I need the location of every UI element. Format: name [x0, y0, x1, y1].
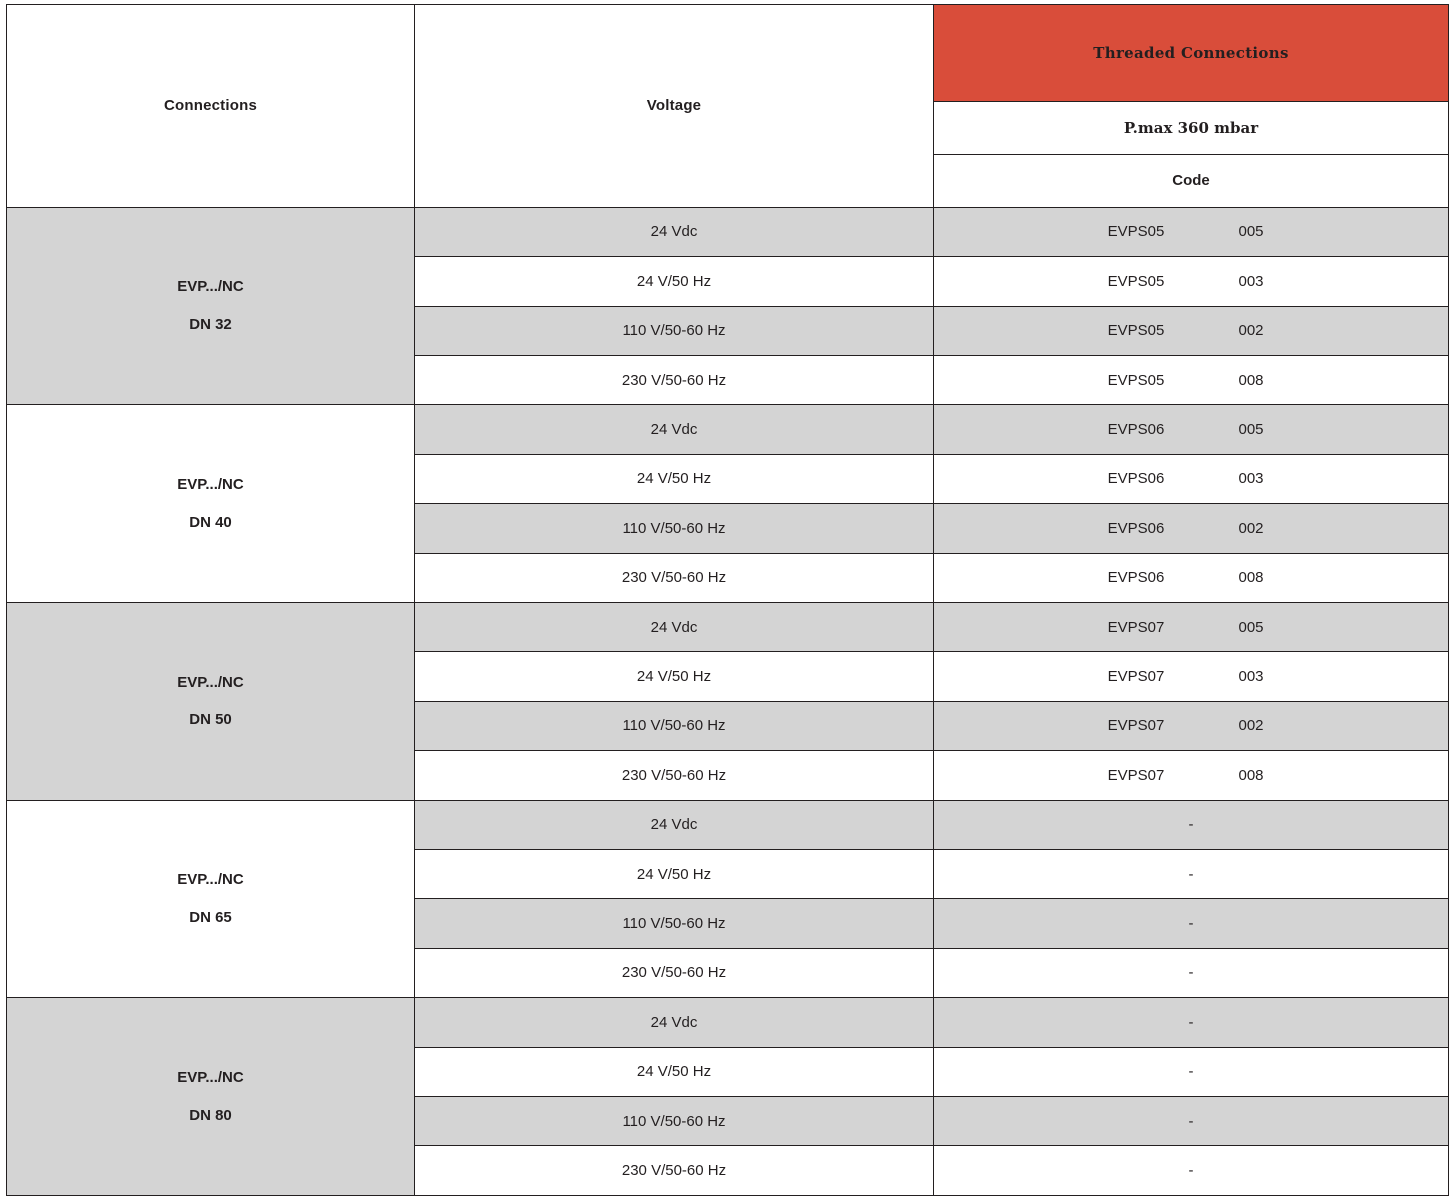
- connection-cell-5: [7, 998, 415, 1196]
- code-suffix: 002: [1238, 322, 1264, 340]
- code-prefix: EVPS07: [1107, 717, 1165, 735]
- connection-size: DN 40: [189, 513, 232, 531]
- connection-size: DN 50: [189, 711, 232, 729]
- connection-cell-2: [7, 405, 415, 603]
- code-cell: [934, 652, 1449, 701]
- code-prefix: EVPS05: [1107, 371, 1165, 389]
- code-unavailable: -: [1188, 964, 1194, 982]
- voltage-cell: 24 Vdc: [415, 405, 934, 454]
- code-cell: [934, 306, 1449, 355]
- table-row: [7, 207, 1449, 256]
- code-cell: [934, 504, 1449, 553]
- code-cell: [934, 948, 1449, 997]
- code-inner: [934, 668, 1448, 685]
- code-unavailable: -: [1188, 865, 1194, 883]
- header-code: Code: [934, 155, 1449, 208]
- code-cell: [934, 849, 1449, 898]
- code-suffix: 002: [1238, 519, 1264, 537]
- code-prefix: EVPS05: [1107, 223, 1165, 241]
- code-inner: [934, 569, 1448, 586]
- code-inner: [934, 470, 1448, 487]
- voltage-cell: 230 V/50-60 Hz: [415, 1146, 934, 1196]
- connection-model: EVP.../NC: [177, 673, 244, 691]
- code-suffix: 002: [1238, 717, 1264, 735]
- voltage-cell: 24 V/50 Hz: [415, 1047, 934, 1096]
- voltage-cell: 230 V/50-60 Hz: [415, 751, 934, 800]
- code-suffix: 008: [1238, 569, 1264, 587]
- code-unavailable: -: [1188, 915, 1194, 933]
- code-suffix: 003: [1238, 470, 1264, 488]
- code-suffix: 005: [1238, 421, 1264, 439]
- connection-model: EVP.../NC: [177, 871, 244, 889]
- code-inner: [934, 717, 1448, 734]
- voltage-cell: 24 Vdc: [415, 998, 934, 1047]
- table-row: [7, 405, 1449, 454]
- code-inner: [934, 619, 1448, 636]
- code-cell: [934, 899, 1449, 948]
- connection-model: EVP.../NC: [177, 475, 244, 493]
- code-prefix: EVPS07: [1107, 668, 1165, 686]
- code-prefix: EVPS06: [1107, 519, 1165, 537]
- code-prefix: EVPS07: [1107, 766, 1165, 784]
- code-suffix: 003: [1238, 272, 1264, 290]
- code-inner: [934, 520, 1448, 537]
- code-inner: [934, 273, 1448, 290]
- voltage-cell: 230 V/50-60 Hz: [415, 553, 934, 602]
- code-cell: [934, 1097, 1449, 1146]
- voltage-cell: 24 V/50 Hz: [415, 454, 934, 503]
- code-inner: [934, 372, 1448, 389]
- voltage-cell: 110 V/50-60 Hz: [415, 504, 934, 553]
- code-inner: [934, 322, 1448, 339]
- code-inner: [934, 767, 1448, 784]
- code-suffix: 008: [1238, 371, 1264, 389]
- voltage-cell: 230 V/50-60 Hz: [415, 355, 934, 404]
- connection-cell-1: [7, 207, 415, 405]
- code-cell: [934, 1146, 1449, 1196]
- code-suffix: 003: [1238, 668, 1264, 686]
- code-cell: [934, 454, 1449, 503]
- header-pmax: P.max 360 mbar: [934, 102, 1449, 155]
- code-prefix: EVPS06: [1107, 569, 1165, 587]
- code-cell: [934, 207, 1449, 256]
- connection-model: EVP.../NC: [177, 1068, 244, 1086]
- code-prefix: EVPS05: [1107, 272, 1165, 290]
- code-cell: [934, 257, 1449, 306]
- code-unavailable: -: [1188, 1162, 1194, 1180]
- voltage-cell: 24 V/50 Hz: [415, 652, 934, 701]
- code-suffix: 008: [1238, 766, 1264, 784]
- code-inner: [934, 223, 1448, 240]
- connection-size: DN 32: [189, 316, 232, 333]
- voltage-cell: 110 V/50-60 Hz: [415, 306, 934, 355]
- voltage-cell: 24 Vdc: [415, 800, 934, 849]
- connection-size: DN 65: [189, 908, 232, 926]
- code-cell: [934, 998, 1449, 1047]
- table-row: [7, 800, 1449, 849]
- header-voltage: Voltage: [415, 5, 934, 208]
- code-cell: [934, 602, 1449, 651]
- voltage-cell: 24 Vdc: [415, 207, 934, 256]
- code-unavailable: -: [1188, 1063, 1194, 1081]
- code-prefix: EVPS06: [1107, 421, 1165, 439]
- header-threaded-connections: Threaded Connections: [934, 5, 1449, 102]
- voltage-cell: 110 V/50-60 Hz: [415, 1097, 934, 1146]
- voltage-cell: 24 V/50 Hz: [415, 257, 934, 306]
- connection-cell-3: [7, 602, 415, 800]
- voltage-cell: 230 V/50-60 Hz: [415, 948, 934, 997]
- code-unavailable: -: [1188, 1112, 1194, 1130]
- code-unavailable: -: [1188, 816, 1194, 834]
- code-prefix: EVPS06: [1107, 470, 1165, 488]
- voltage-cell: 24 Vdc: [415, 602, 934, 651]
- header-connections: Connections: [7, 5, 415, 208]
- code-cell: [934, 800, 1449, 849]
- table-row: [7, 602, 1449, 651]
- voltage-cell: 110 V/50-60 Hz: [415, 701, 934, 750]
- code-cell: [934, 751, 1449, 800]
- code-suffix: 005: [1238, 223, 1264, 241]
- valve-code-table: [6, 4, 1449, 1196]
- code-prefix: EVPS05: [1107, 322, 1165, 340]
- connection-cell-4: [7, 800, 415, 998]
- voltage-cell: 24 V/50 Hz: [415, 849, 934, 898]
- code-cell: [934, 405, 1449, 454]
- code-cell: [934, 355, 1449, 404]
- code-suffix: 005: [1238, 618, 1264, 636]
- header-row-1: [7, 5, 1449, 102]
- table-row: [7, 998, 1449, 1047]
- voltage-cell: 110 V/50-60 Hz: [415, 899, 934, 948]
- code-prefix: EVPS07: [1107, 618, 1165, 636]
- connection-size: DN 80: [189, 1106, 232, 1124]
- table-body: [7, 5, 1449, 1196]
- code-cell: [934, 1047, 1449, 1096]
- code-cell: [934, 553, 1449, 602]
- connection-model: EVP.../NC: [177, 278, 244, 296]
- code-inner: [934, 421, 1448, 438]
- code-unavailable: -: [1188, 1013, 1194, 1031]
- code-cell: [934, 701, 1449, 750]
